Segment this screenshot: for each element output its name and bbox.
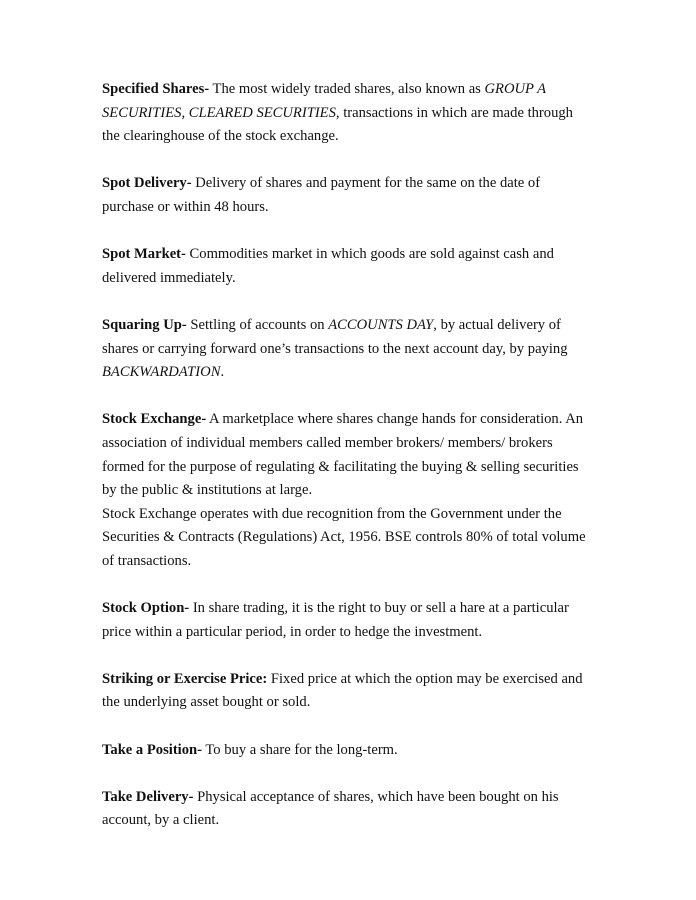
glossary-entry-spot-delivery [102,172,594,219]
definition-part: In share trading, it is the right to buy or sell a hare at a particular price within a particular period, in order to hedge the investment. [102,600,569,640]
italic-reference: BACKWARDATION [102,364,221,381]
definition-text [102,739,594,763]
term-label: Take a Position- [102,741,203,758]
glossary-entry-spot-market [102,243,594,290]
definition-part: Commodities market in which goods are sold against cash and delivered immediately. [102,246,554,286]
glossary-entry-specified-shares [102,78,594,149]
term-label: Take Delivery- [102,788,194,805]
term-label: Striking or Exercise Price: [102,670,268,687]
term-label: Stock Option- [102,600,190,617]
definition-part: transactions in which are made through the clearinghouse of the stock exchange. [102,104,573,145]
definition-text [102,172,594,219]
definition-text [102,78,594,149]
definition-part: A marketplace where shares change hands for consideration. An association of individual members called member brokers/ members/ brokers formed for the purpose of regulating & facilitating the buying & selling securities by the public & institutions at large. [102,411,584,499]
glossary-entry-squaring-up [102,314,594,385]
definition-text [102,668,594,715]
definition-part: . [220,364,225,381]
definition-part: , by actual delivery of shares or carrying forward one’s transactions to the next account day, by paying [102,316,568,357]
definition-part: Delivery of shares and payment for the same on the date of purchase or within 48 hours. [102,175,541,215]
definition-part: The most widely traded shares, also known as [209,81,485,97]
term-label: Squaring Up- [102,316,187,333]
definition-part: Physical acceptance of shares, which have been bought on his account, by a client. [102,788,559,829]
definition-text [102,408,594,502]
definition-text [102,786,594,833]
term-label: Spot Delivery- [102,175,192,192]
term-label: Specified Shares- [102,81,210,97]
glossary-page [102,78,594,857]
glossary-entry-stock-exchange [102,408,594,573]
definition-part: Settling of accounts on [186,316,329,333]
definition-part: To buy a share for the long-term. [202,741,398,758]
definition-text [102,314,594,385]
glossary-entry-striking-price [102,668,594,715]
italic-reference: ACCOUNTS DAY [328,316,434,333]
term-label: Spot Market- [102,246,186,263]
definition-text [102,243,594,290]
italic-reference: GROUP A SECURITIES, CLEARED SECURITIES, [102,81,546,121]
glossary-entry-take-delivery [102,786,594,833]
glossary-entry-take-a-position [102,739,594,763]
definition-part: Fixed price at which the option may be exercised and the underlying asset bought or sold. [102,670,583,711]
definition-paragraph-2: Stock Exchange operates with due recognition from the Government under the Securities & Contracts (Regulations) Act, 1956. BSE controls 80% of total volume of transactions. [102,505,586,569]
term-label: Stock Exchange- [102,411,207,428]
glossary-entry-stock-option [102,597,594,644]
definition-text [102,597,594,644]
